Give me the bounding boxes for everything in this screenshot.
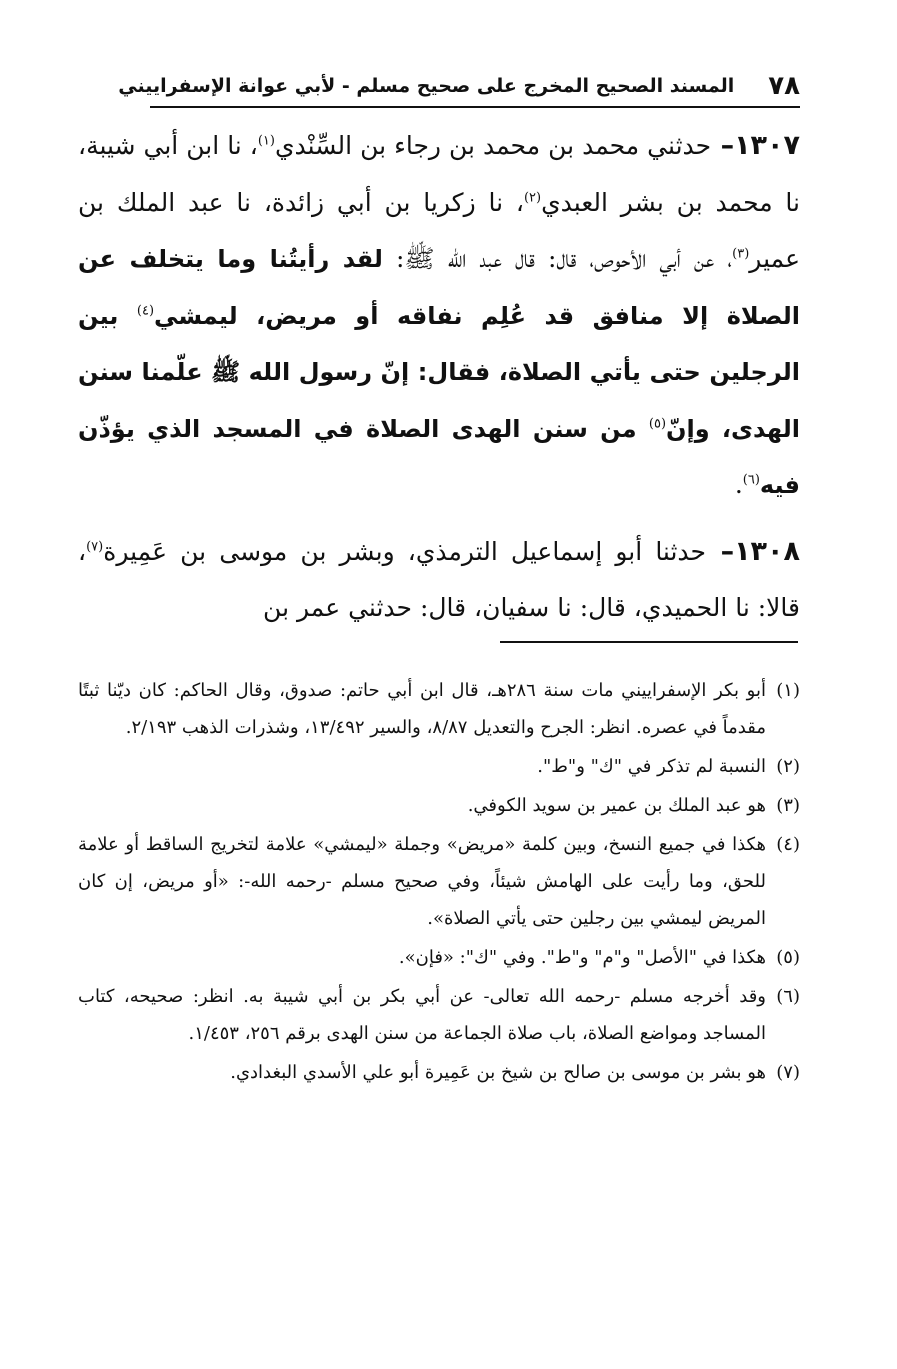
footnote-text: هو بشر بن موسى بن صالح بن شيخ بن عَمِيرة أبو علي الأسدي البغدادي. xyxy=(230,1062,766,1083)
hadith-text: ، قالا: نا الحميدي، قال: نا سفيان، قال: حدثني عمر بن xyxy=(78,536,800,622)
hadith-text: حدثني محمد بن محمد بن رجاء بن السِّنْدي xyxy=(274,131,712,160)
hadith-text: حدثنا أبو إسماعيل الترمذي، وبشر بن موسى بن عَمِيرة xyxy=(103,536,707,566)
footnote-ref: (٧) xyxy=(86,539,104,555)
footnote-separator xyxy=(500,641,798,643)
footnote-label: (١) xyxy=(776,680,800,701)
hadith-end: . xyxy=(734,470,743,499)
footnote-4 xyxy=(78,826,800,937)
footnote-label: (٧) xyxy=(776,1062,800,1083)
footnote-label: (٤) xyxy=(776,834,800,855)
footnote-text: النسبة لم تذكر في "ك" و"ط". xyxy=(537,756,766,777)
footnote-ref: (٦) xyxy=(742,472,760,488)
hadith-number: ١٣٠٨ xyxy=(734,535,800,567)
hadith-matn: لقد رأيتُنا وما يتخلف عن الصلاة إلا منافق قد عُلِم نفاقه أو مريض، ليمشي xyxy=(78,245,800,330)
footnote-ref: (٤) xyxy=(136,303,155,319)
hadith-1308 xyxy=(78,524,800,637)
running-title: المسند الصحيح المخرج على صحيح مسلم - لأبي عوانة الإسفراييني xyxy=(118,75,735,97)
footnote-6 xyxy=(78,978,800,1052)
hadith-matn: من سنن الهدى الصلاة في المسجد الذي يؤذّن فيه xyxy=(78,414,800,499)
hadith-number: ١٣٠٧ xyxy=(734,130,800,161)
footnote-label: (٥) xyxy=(776,947,800,968)
footnote-label: (٢) xyxy=(776,756,800,777)
hadith-1307 xyxy=(78,118,800,514)
footnotes xyxy=(78,672,800,1093)
footnote-ref: (٣) xyxy=(732,246,750,262)
footnote-text: أبو بكر الإسفراييني مات سنة ٢٨٦هـ، قال ابن أبي حاتم: صدوق، وقال الحاكم: كان ديّنا ثبتًا مقدماً في عصره. انظر: الجرح والتعديل ٨/٨٧، والسير ١٣/٤٩٢، وشذرات الذهب ٢/١٩٣. xyxy=(78,680,766,738)
footnote-3 xyxy=(78,787,800,824)
footnote-5 xyxy=(78,939,800,976)
hadith-text: ، عن أبي الأحوص، قال: قال عبد الله ﷺ: xyxy=(382,244,733,273)
hadith-text: ، نا ابن أبي شيبة، نا محمد بن بشر العبدي xyxy=(78,131,801,217)
footnote-text: وقد أخرجه مسلم -رحمه الله تعالى- عن أبي بكر بن أبي شيبة به. انظر: صحيحه، كتاب المساجد ومواضع الصلاة، باب صلاة الجماعة من سنن الهدى برقم ٢٥٦، ١/٤٥٣. xyxy=(78,986,766,1044)
hadith-text: ، نا زكريا بن أبي زائدة، نا عبد الملك بن عمير xyxy=(78,187,801,273)
main-text xyxy=(78,118,800,647)
footnote-ref: (٥) xyxy=(648,416,667,432)
footnote-label: (٦) xyxy=(776,986,800,1007)
footnote-7 xyxy=(78,1054,800,1091)
page-header xyxy=(118,66,800,108)
footnote-text: هو عبد الملك بن عمير بن سويد الكوفي. xyxy=(467,795,766,816)
hadith-matn: بين الرجلين حتى يأتي الصلاة، فقال: إنّ رسول الله ﷺ علّمنا سنن الهدى، وإنّ xyxy=(78,301,800,443)
hadith-dash: – xyxy=(706,535,735,567)
footnote-text: هكذا في "الأصل" و"م" و"ط". وفي "ك": «فإن». xyxy=(398,947,766,968)
page-number: ٧٨ xyxy=(768,71,800,101)
footnote-1 xyxy=(78,672,800,746)
footnote-ref: (٢) xyxy=(523,190,542,206)
footnote-label: (٣) xyxy=(776,795,800,816)
footnote-2 xyxy=(78,748,800,785)
footnote-ref: (١) xyxy=(257,133,275,149)
hadith-dash: – xyxy=(711,130,735,161)
footnote-text: هكذا في جميع النسخ، وبين كلمة «مريض» وجملة «ليمشي» علامة لتخريج الساقط أو علامة للحق، وما رأيت على الهامش شيئاً، وفي صحيح مسلم -رحمه الله-: «أو مريض، إن كان المريض ليمشي بين رجلين حتى يأتي الصلاة». xyxy=(78,834,766,929)
